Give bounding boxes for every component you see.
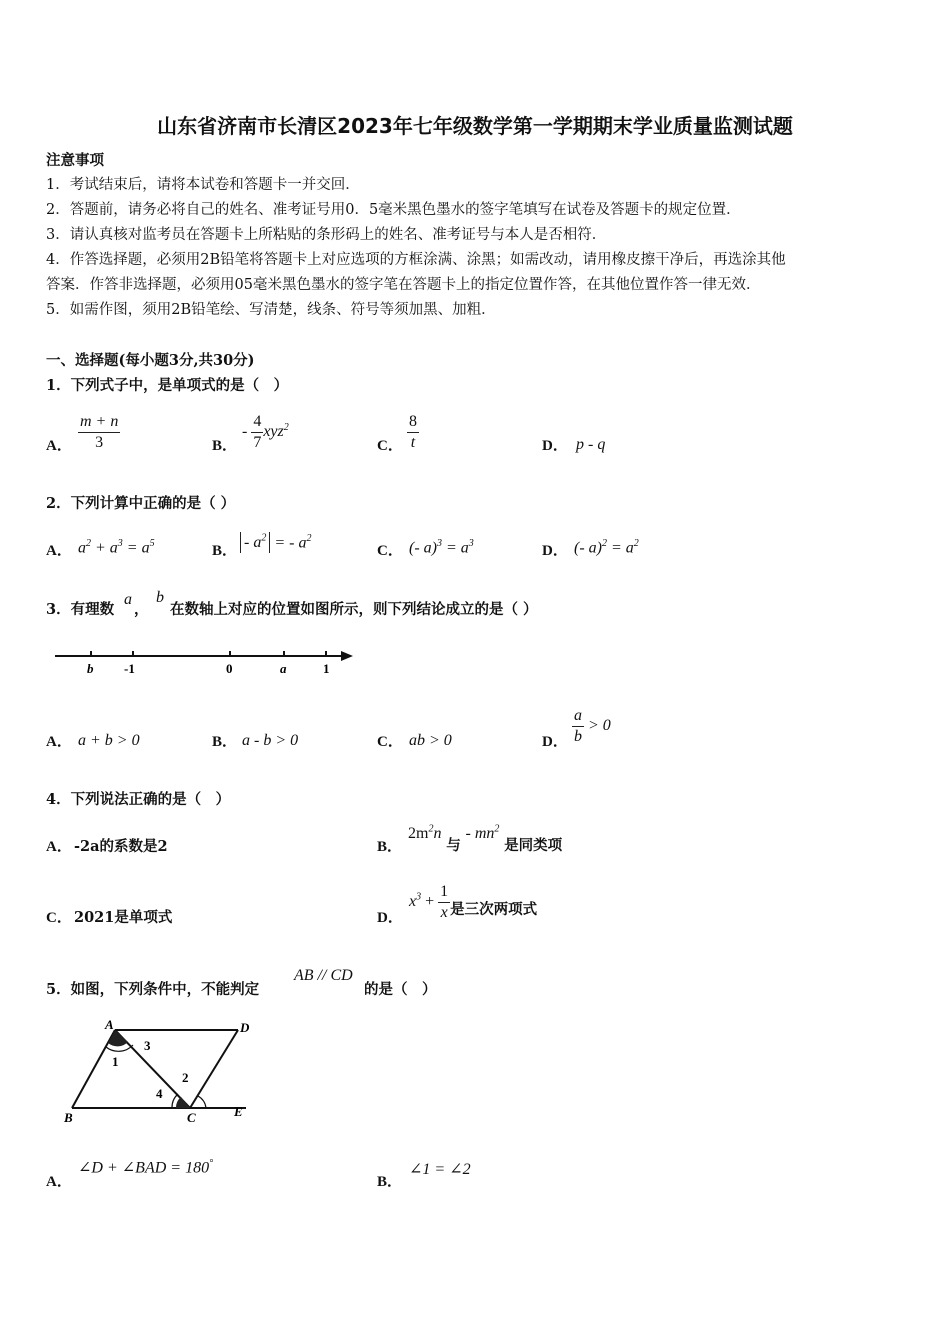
q4-option-d-label[interactable]: D． — [377, 910, 403, 926]
q2-option-a-label[interactable]: A． — [46, 543, 72, 559]
q3-option-b-expr[interactable]: a - b > 0 — [242, 732, 299, 749]
axis-label-minus-1: -1 — [124, 661, 135, 676]
point-label-b: B — [64, 1110, 73, 1125]
q2-option-b-expr[interactable]: - $a^2$ = - $a^2$ — [240, 533, 311, 553]
angle-label-4: 4 — [156, 1086, 163, 1101]
segment-ab — [72, 1030, 115, 1108]
q3-comma: ， — [134, 601, 149, 618]
axis-label-b: b — [87, 661, 94, 676]
notice-item-3: 3．请认真核对监考员在答题卡上所粘贴的条形码上的姓名、准考证号与本人是否相符． — [46, 227, 607, 243]
q2-option-d-expr[interactable]: (- $a)^2 = a^2$ — [574, 538, 639, 557]
q1-option-a-expr[interactable]: $\frac{m + n}{3}$ — [80, 413, 119, 451]
page-title: 山东省济南市长清区2023年七年级数学第一学期期末学业质量监测试题 — [157, 114, 793, 138]
q3-var-a: a — [124, 591, 132, 608]
number-line-arrow — [341, 651, 353, 661]
q3-option-a-label[interactable]: A． — [46, 734, 72, 750]
q2-option-d-label[interactable]: D． — [542, 543, 568, 559]
q5-option-b-label[interactable]: B． — [377, 1174, 403, 1190]
q2-option-c-expr[interactable]: (- $a)^3 = a^3$ — [409, 538, 474, 557]
q1-option-c-expr[interactable]: $\frac{8}{t}$ — [409, 413, 417, 451]
q5-stem-suffix: 的是（ ） — [364, 981, 437, 998]
point-label-c: C — [187, 1110, 196, 1125]
parallelogram-figure — [60, 1018, 270, 1128]
axis-label-1: 1 — [323, 661, 330, 676]
q1-option-b-expr[interactable]: - $\frac{4}{7}$ xyz$^2$ — [242, 413, 289, 451]
q4-option-b-label[interactable]: B． — [377, 839, 403, 855]
q4-option-a-text[interactable]: -2a的系数是2 — [74, 838, 168, 855]
q3-option-c-expr[interactable]: ab > 0 — [409, 732, 452, 749]
axis-label-a: a — [280, 661, 287, 676]
angle-label-3: 3 — [144, 1038, 151, 1053]
q3-option-a-expr[interactable]: a + b > 0 — [78, 732, 140, 749]
q3-var-b: b — [156, 589, 164, 606]
q4-option-c-label[interactable]: C． — [46, 910, 72, 926]
q3-option-d-label[interactable]: D． — [542, 734, 568, 750]
q1-option-a-label[interactable]: A． — [46, 438, 72, 454]
q3-option-c-label[interactable]: C． — [377, 734, 403, 750]
q4-option-b-expr[interactable]: $2m^2n$ 与 - $mn^2$ 是同类项 — [408, 824, 563, 855]
q3-option-d-expr[interactable]: $\frac{a}{b}$ > 0 — [574, 707, 611, 745]
q1-option-d-label[interactable]: D． — [542, 438, 568, 454]
q4-stem: 4．下列说法正确的是（ ） — [46, 791, 231, 808]
notice-item-1: 1．考试结束后，请将本试卷和答题卡一并交回． — [46, 177, 360, 193]
section-heading: 一、选择题(每小题3分,共30分) — [46, 352, 255, 369]
notice-item-4: 4．作答选择题，必须用2B铅笔将答题卡上对应选项的方框涂满、涂黑；如需改动，请用橡皮擦干净后，再选涂其他 — [46, 252, 786, 268]
q4-option-d-expr[interactable]: $x^3$ + $\frac{1}{x}$ 是三次两项式 — [409, 883, 538, 921]
point-label-e: E — [234, 1104, 243, 1119]
q4-option-c-text[interactable]: 2021是单项式 — [74, 909, 173, 926]
q1-stem: 1．下列式子中，是单项式的是（ ） — [46, 377, 289, 394]
q1-option-d-expr[interactable]: p - q — [576, 436, 606, 453]
angle-label-1: 1 — [112, 1054, 119, 1069]
point-label-d: D — [240, 1020, 250, 1035]
notice-item-2: 2．答题前，请务必将自己的姓名、准考证号用0．5毫米黑色墨水的签字笔填写在试卷及答题卡的规定位置． — [46, 202, 741, 218]
q3-stem-suffix: 在数轴上对应的位置如图所示，则下列结论成立的是（ ） — [170, 601, 538, 618]
q2-option-c-label[interactable]: C． — [377, 543, 403, 559]
q5-option-a-label[interactable]: A． — [46, 1174, 72, 1190]
notice-item-5: 5．如需作图，须用2B铅笔绘、写清楚，线条、符号等须加黑、加粗． — [46, 302, 496, 318]
q4-option-a-label[interactable]: A． — [46, 839, 72, 855]
axis-label-0: 0 — [226, 661, 233, 676]
point-label-a: A — [105, 1017, 114, 1032]
q3-option-b-label[interactable]: B． — [212, 734, 238, 750]
q1-option-c-label[interactable]: C． — [377, 438, 403, 454]
angle-mark-c — [176, 1097, 190, 1108]
q2-option-a-expr[interactable]: $a^2 + a^3 = a^5$ — [78, 538, 155, 557]
number-line-figure — [55, 645, 365, 685]
notice-heading: 注意事项 — [46, 152, 104, 169]
segment-dc — [190, 1030, 238, 1108]
notice-item-4-cont: 答案．作答非选择题，必须用05毫米黑色墨水的签字笔在答题卡上的指定位置作答，在其他位置作答一律无效． — [46, 277, 761, 293]
q3-stem-prefix: 3．有理数 — [46, 601, 115, 618]
q1-option-b-label[interactable]: B． — [212, 438, 238, 454]
q5-stem-math: AB // CD — [294, 967, 353, 984]
q5-stem-prefix: 5．如图，下列条件中，不能判定 — [46, 981, 260, 998]
q5-option-a-expr[interactable]: ∠D + ∠BAD = 180° — [78, 1158, 214, 1177]
q2-stem: 2．下列计算中正确的是（ ） — [46, 495, 236, 512]
q2-option-b-label[interactable]: B． — [212, 543, 238, 559]
q5-option-b-expr[interactable]: ∠1 = ∠2 — [409, 1161, 471, 1178]
angle-label-2: 2 — [182, 1070, 189, 1085]
